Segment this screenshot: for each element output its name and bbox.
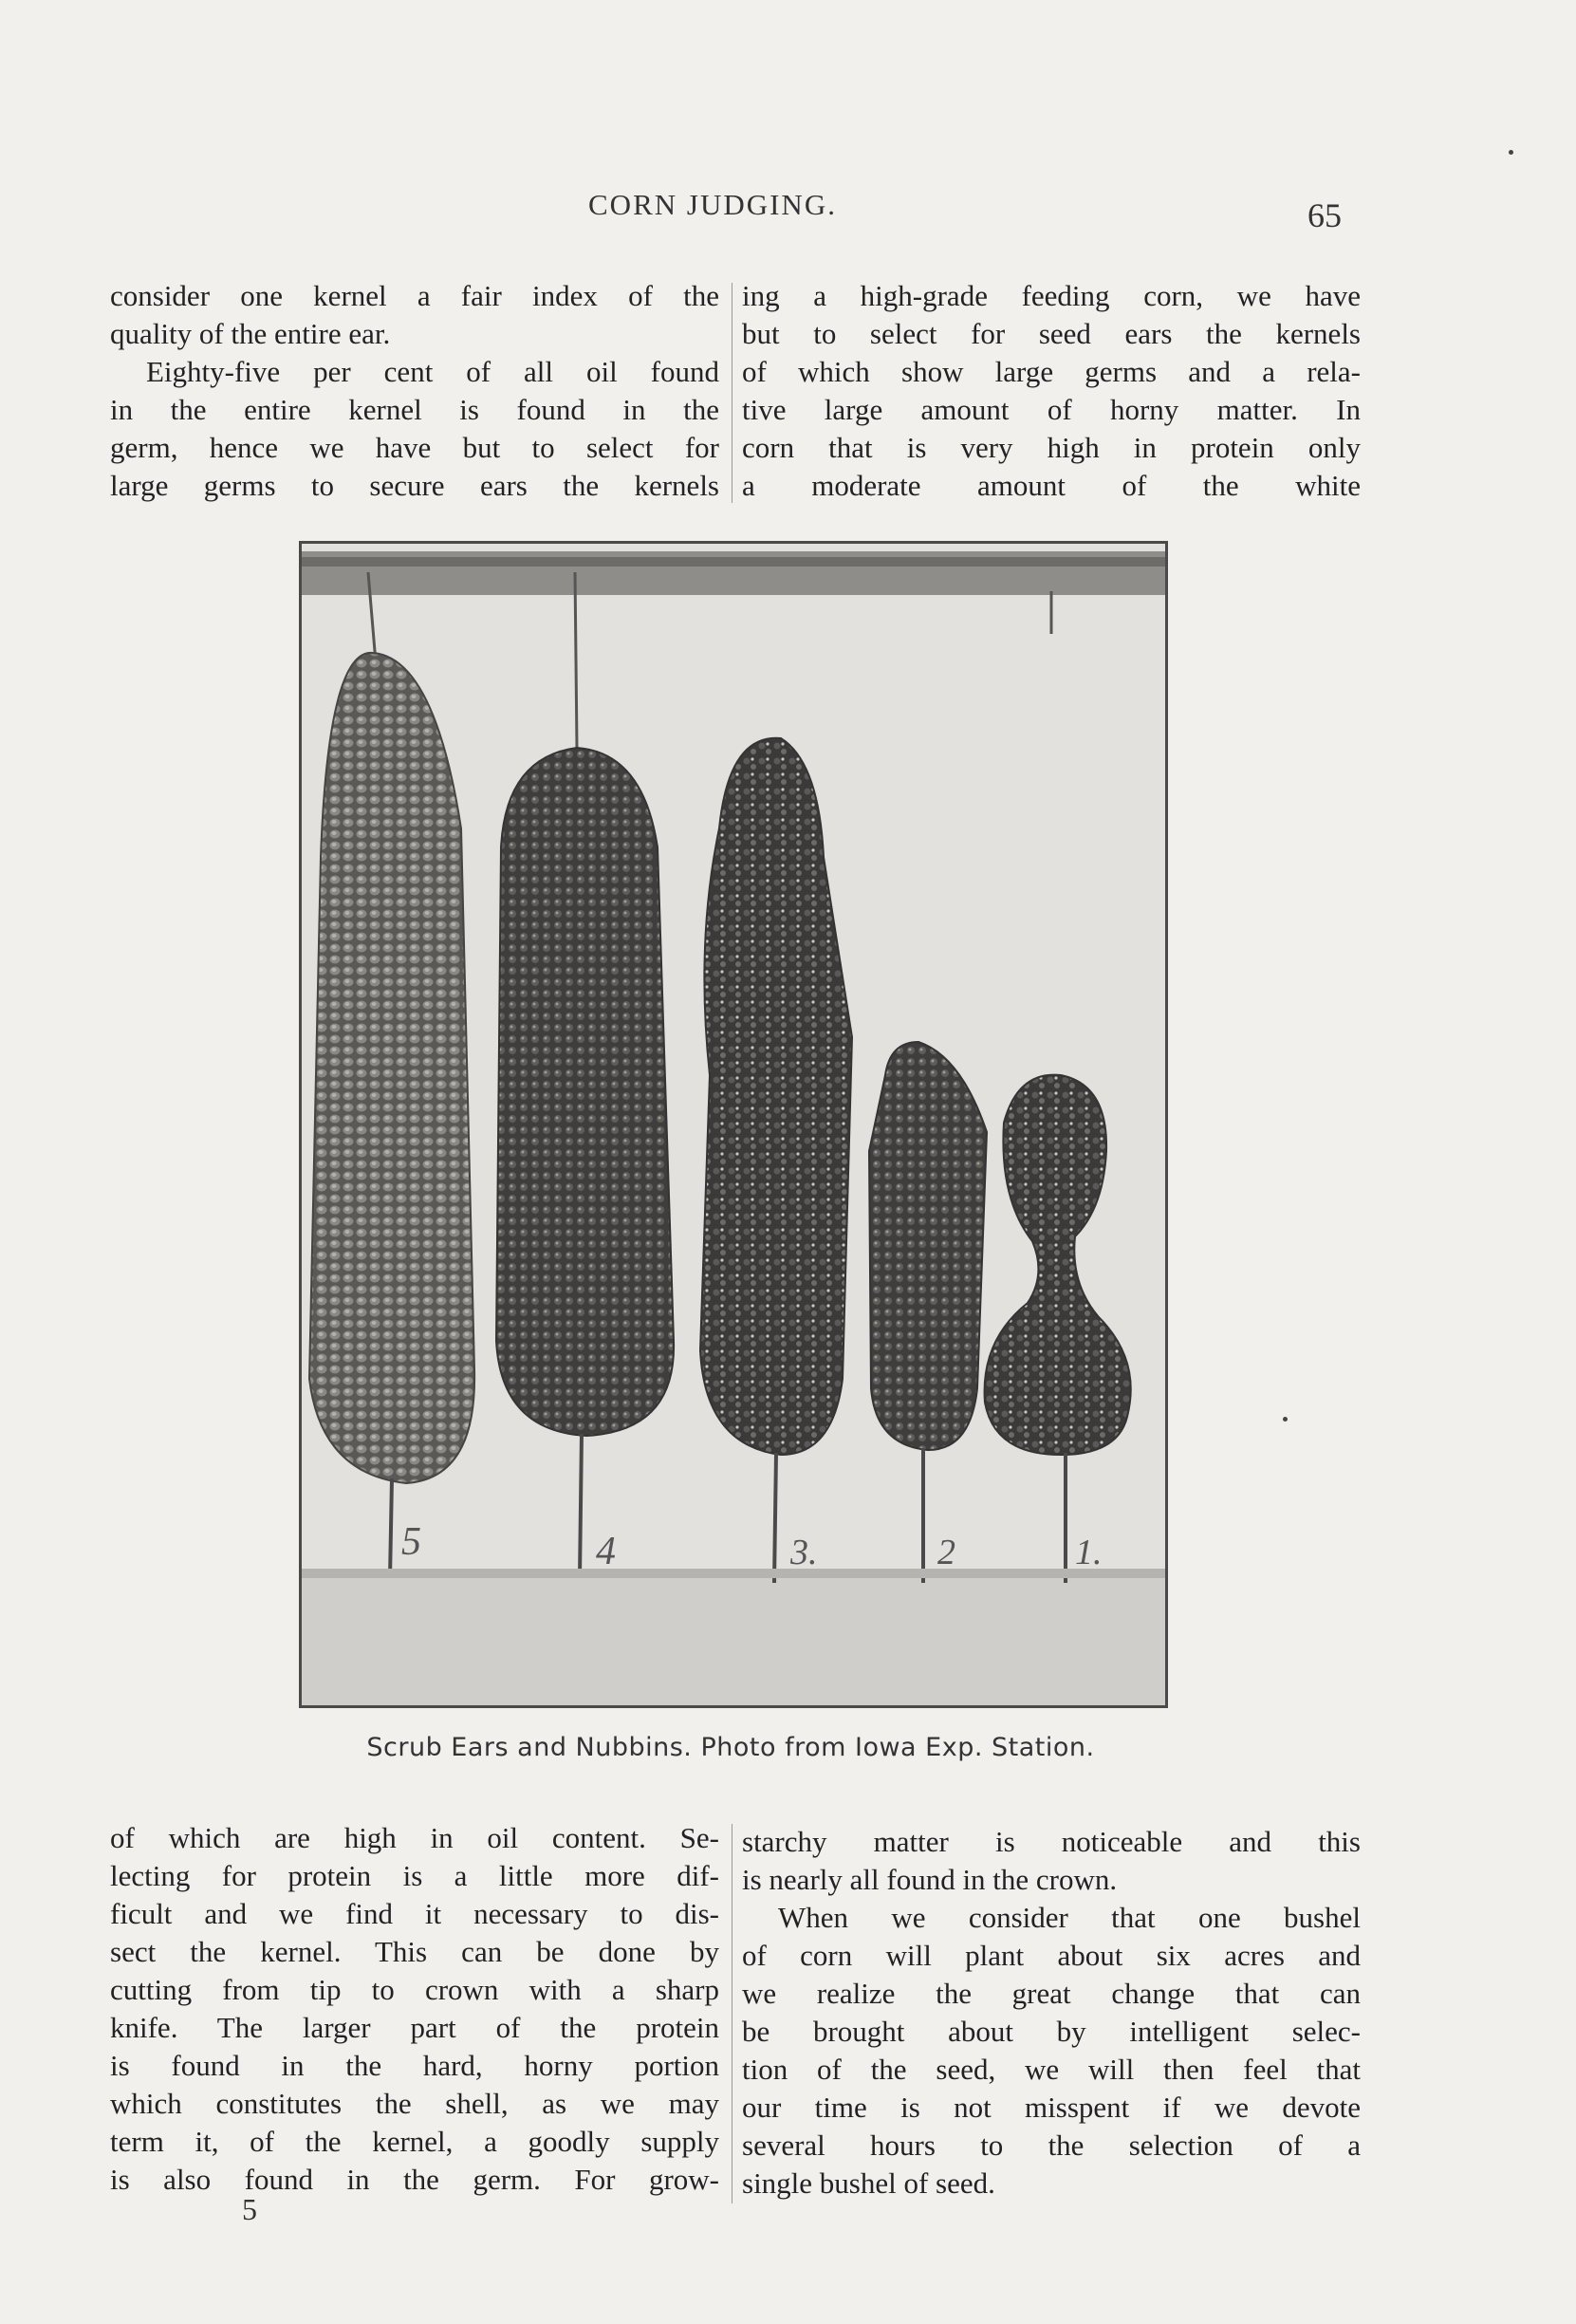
text-line: of corn will plant about six acres and xyxy=(742,1939,1361,1972)
signature-mark: 5 xyxy=(242,2192,257,2226)
text-line: ing a high-grade feeding corn, we have xyxy=(742,279,1361,312)
text-line: in the entire kernel is found in the xyxy=(110,393,719,426)
text-line: term it, of the kernel, a goodly supply xyxy=(110,2125,719,2158)
text-line: is nearly all found in the crown. xyxy=(742,1863,1118,1896)
text-line: of which show large germs and a rela- xyxy=(742,355,1361,388)
ear-label: 3. xyxy=(790,1533,818,1572)
text-line: starchy matter is noticeable and this xyxy=(742,1825,1361,1858)
text-line: corn that is very high in protein only xyxy=(742,431,1361,464)
text-line: several hours to the selection of a xyxy=(742,2129,1361,2162)
text-line: our time is not misspent if we devote xyxy=(742,2091,1361,2124)
text-line: cutting from tip to crown with a sharp xyxy=(110,1973,719,2006)
speck xyxy=(1283,1417,1288,1422)
top-left-column xyxy=(110,277,719,505)
ear-label: 5 xyxy=(401,1520,421,1564)
bottom-left-column xyxy=(110,1819,719,2199)
text-line: Eighty-five per cent of all oil found xyxy=(146,355,719,388)
text-line: sect the kernel. This can be done by xyxy=(110,1935,719,1968)
figure-caption: Scrub Ears and Nubbins. Photo from Iowa Exp. Station. xyxy=(366,1733,1095,1762)
text-line: ficult and we find it necessary to dis- xyxy=(110,1897,719,1930)
text-line: which constitutes the shell, as we may xyxy=(110,2087,719,2120)
text-line: of which are high in oil content. Se- xyxy=(110,1821,719,1854)
text-line: When we consider that one bushel xyxy=(778,1901,1361,1934)
corn-ears-photo xyxy=(299,541,1168,1708)
text-line: be brought about by intelligent selec- xyxy=(742,2015,1361,2048)
text-line: lecting for protein is a little more dif- xyxy=(110,1859,719,1892)
ear-label: 2 xyxy=(937,1533,955,1572)
speck xyxy=(1509,150,1513,155)
text-line: but to select for seed ears the kernels xyxy=(742,317,1361,350)
text-line: is found in the hard, horny portion xyxy=(110,2049,719,2082)
top-right-column xyxy=(742,277,1361,505)
corn-ears-illustration xyxy=(302,544,1165,1705)
ear-label: 1. xyxy=(1075,1533,1103,1572)
text-line: knife. The larger part of the protein xyxy=(110,2011,719,2044)
text-line: a moderate amount of the white xyxy=(742,469,1361,502)
text-line: tive large amount of horny matter. In xyxy=(742,393,1361,426)
text-line: large germs to secure ears the kernels xyxy=(110,469,719,502)
text-line: single bushel of seed. xyxy=(742,2166,995,2200)
bottom-right-column xyxy=(742,1823,1361,2203)
running-title: CORN JUDGING. xyxy=(588,188,837,221)
page-number: 65 xyxy=(1307,196,1342,234)
text-line: tion of the seed, we will then feel that xyxy=(742,2053,1361,2086)
text-line: we realize the great change that can xyxy=(742,1977,1361,2010)
text-line: is also found in the germ. For grow- xyxy=(110,2163,719,2196)
text-line: consider one kernel a fair index of the xyxy=(110,279,719,312)
text-line: germ, hence we have but to select for xyxy=(110,431,719,464)
ear-label: 4 xyxy=(596,1530,616,1573)
text-line: quality of the entire ear. xyxy=(110,317,391,350)
